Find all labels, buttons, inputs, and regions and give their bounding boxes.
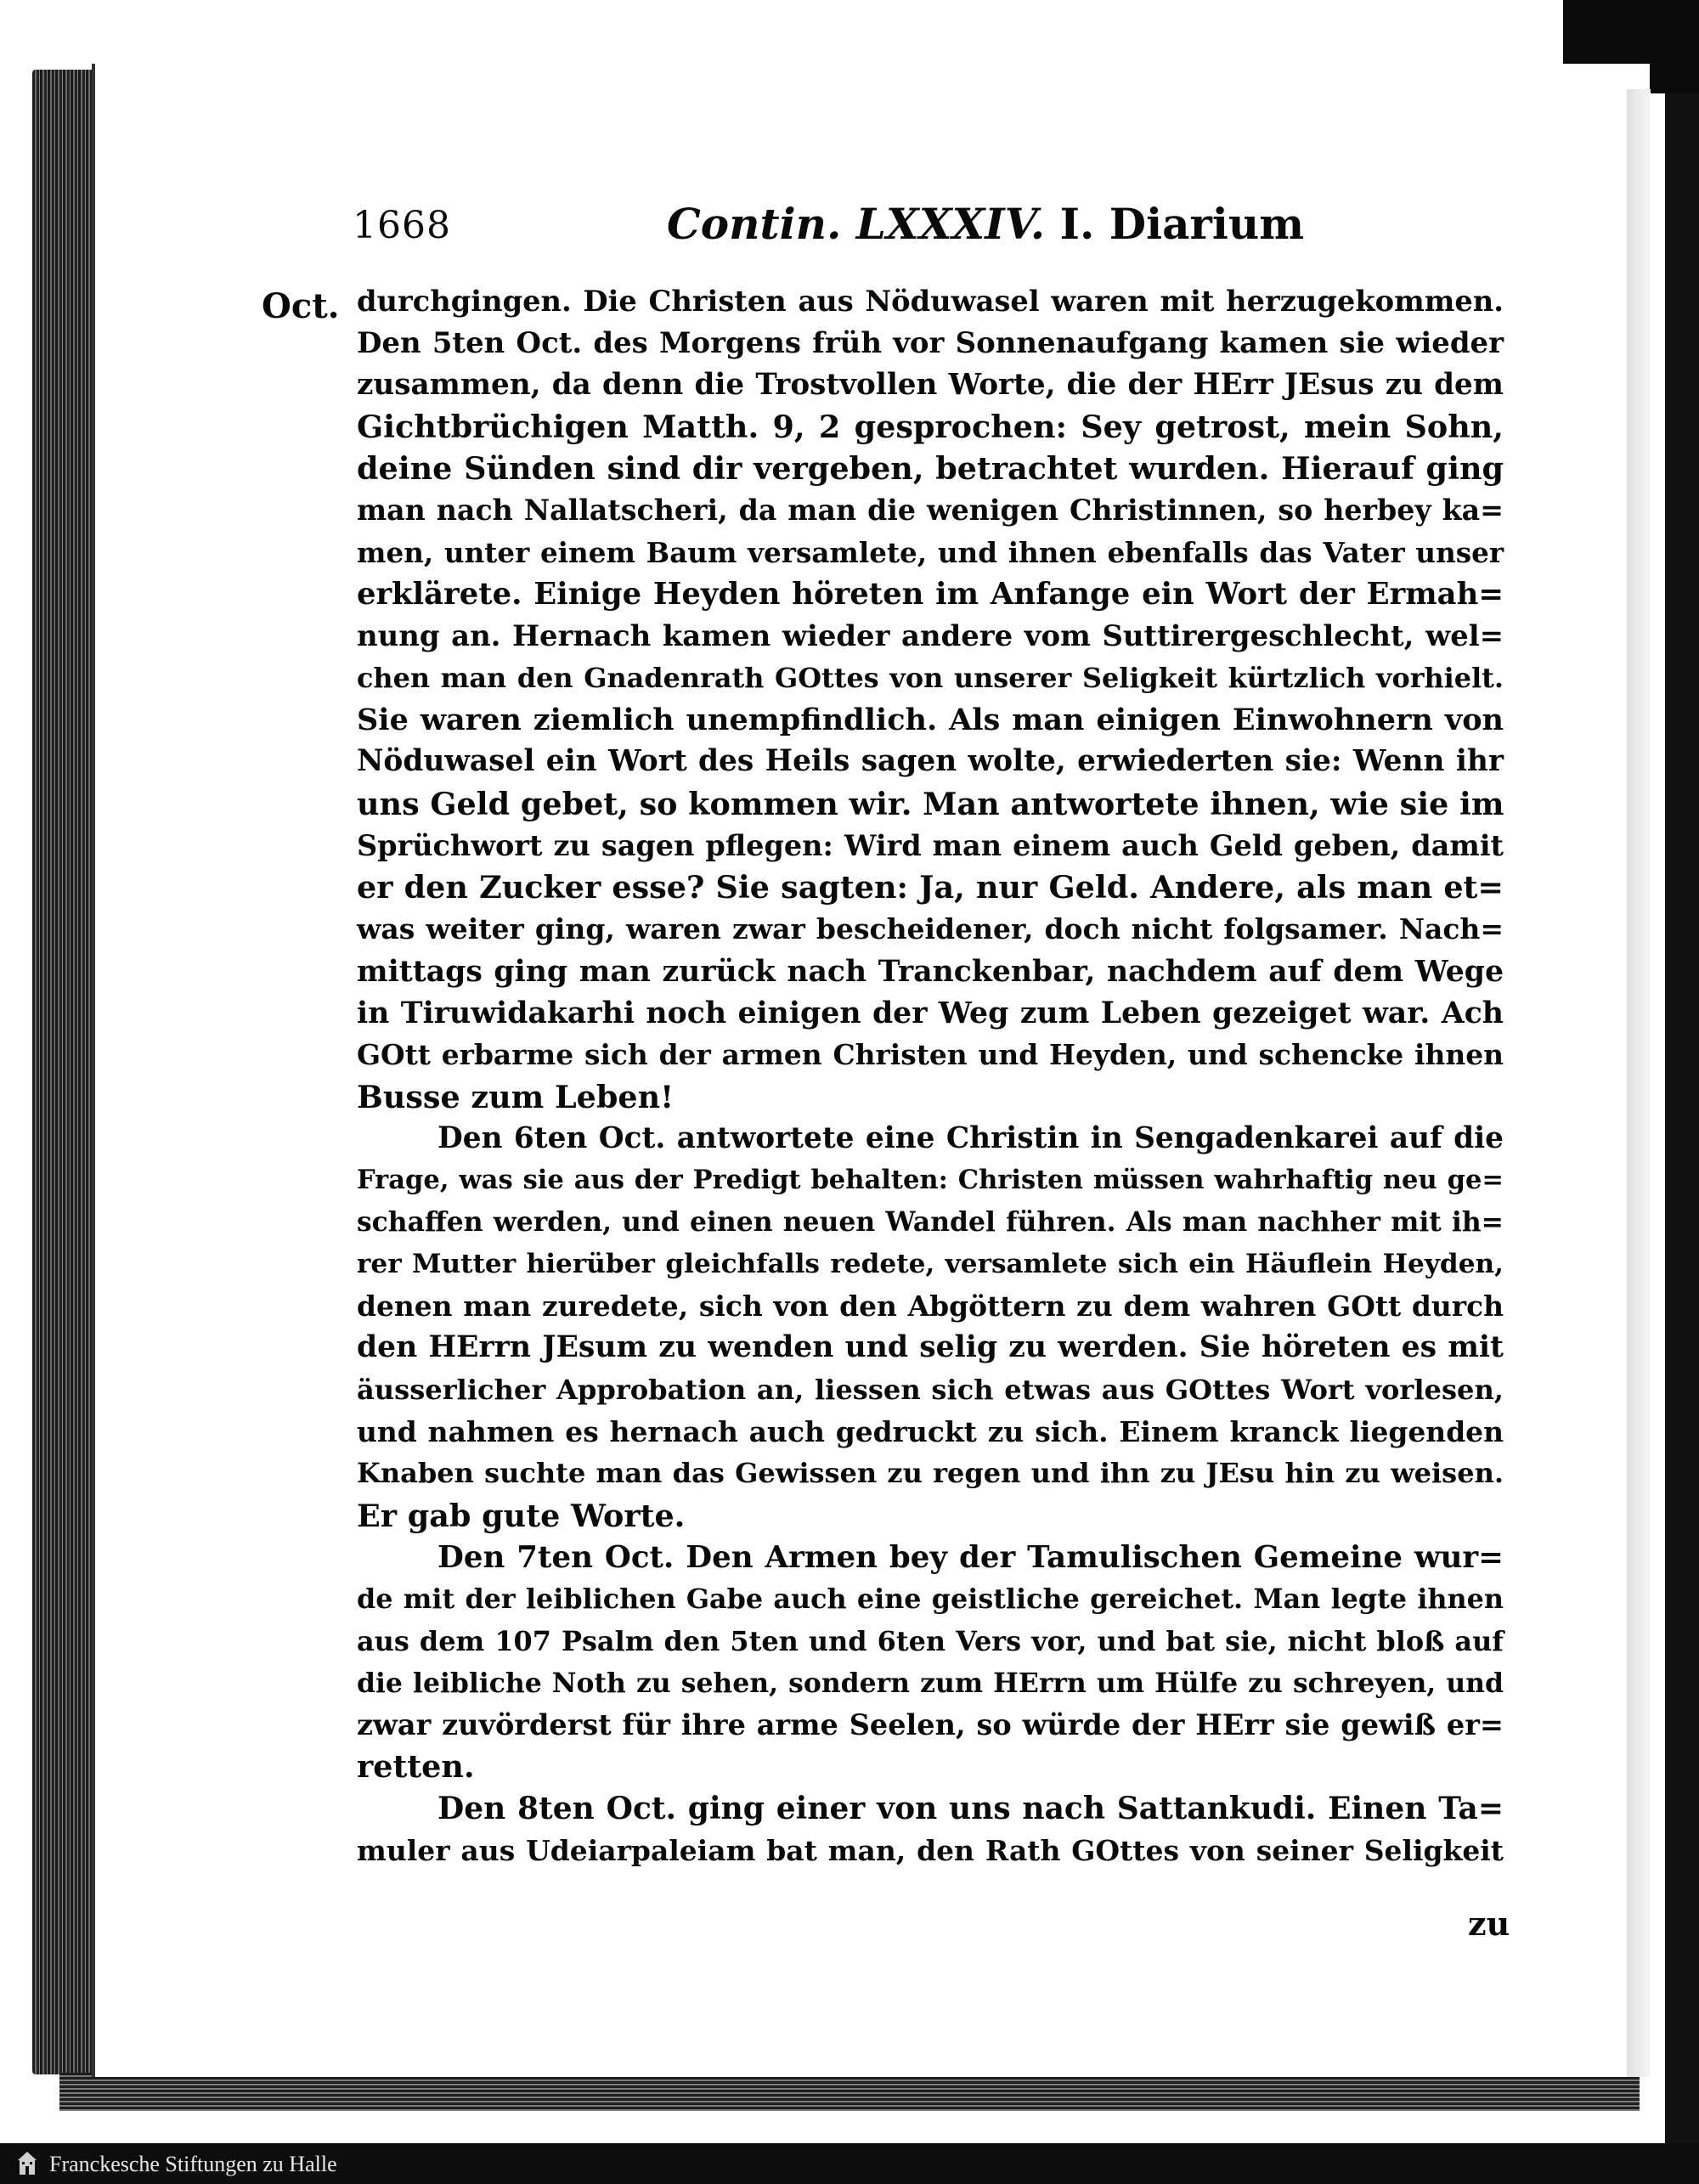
text-line: den HErrn JEsum zu wenden und selig zu werden. Sie höreten es mit bbox=[357, 1330, 1504, 1365]
text-line: nung an. Hernach kamen wieder andere vom Suttirergeschlecht, wel= bbox=[357, 618, 1504, 653]
text-line: zwar zuvörderst für ihre arme Seelen, so würde der HErr sie gewiß er= bbox=[357, 1708, 1504, 1742]
text-line: Sie waren ziemlich unempfindlich. Als man einigen Einwohnern von bbox=[357, 702, 1504, 737]
text-line: die leibliche Noth zu sehen, sondern zum HErrn um Hülfe zu schreyen, und bbox=[357, 1667, 1504, 1699]
text-line: deine Sünden sind dir vergeben, betrachtet wurden. Hierauf ging bbox=[357, 450, 1504, 488]
institution-logo-icon bbox=[12, 2148, 42, 2179]
text-line: er den Zucker esse? Sie sagten: Ja, nur Geld. Andere, als man et= bbox=[357, 869, 1504, 906]
text-line: GOtt erbarme sich der armen Christen und Heyden, und schencke ihnen bbox=[357, 1038, 1504, 1072]
text-line: in Tiruwidakarhi noch einigen der Weg zum Leben gezeiget war. Ach bbox=[357, 996, 1504, 1031]
text-line: was weiter ging, waren zwar bescheidener, doch nicht folgsamer. Nach= bbox=[357, 912, 1504, 946]
text-line: schaffen werden, und einen neuen Wandel führen. Als man nachher mit ih= bbox=[357, 1206, 1504, 1238]
text-line: Den 5ten Oct. des Morgens früh vor Sonnenaufgang kamen sie wieder bbox=[357, 325, 1504, 360]
text-line: aus dem 107 Psalm den 5ten und 6ten Vers vor, und bat sie, nicht bloß auf bbox=[357, 1624, 1504, 1657]
text-line: erklärete. Einige Heyden höreten im Anfange ein Wort der Ermah= bbox=[357, 577, 1504, 612]
page-number: 1668 bbox=[353, 204, 451, 247]
footer-bar bbox=[0, 2143, 1699, 2184]
margin-note-month: Oct. bbox=[262, 286, 340, 326]
text-line: muler aus Udeiarpaleiam bat man, den Rath GOttes von seiner Seligkeit bbox=[357, 1833, 1504, 1867]
text-line: uns Geld gebet, so kommen wir. Man antwortete ihnen, wie sie im bbox=[357, 785, 1504, 822]
running-title-roman: I. Diarium bbox=[1059, 199, 1305, 249]
text-line: rer Mutter hierüber gleichfalls redete, versamlete sich ein Häuflein Heyden, bbox=[357, 1248, 1504, 1279]
text-line: Den 8ten Oct. ging einer von uns nach Sattankudi. Einen Ta= bbox=[437, 1790, 1504, 1826]
text-line: Frage, was sie aus der Predigt behalten: Christen müssen wahrhaftig neu ge= bbox=[357, 1165, 1504, 1196]
text-line: Busse zum Leben! bbox=[357, 1078, 675, 1115]
text-line: Knaben suchte man das Gewissen zu regen und ihn zu JEsu hin zu weisen. bbox=[357, 1457, 1504, 1490]
text-line: Den 7ten Oct. Den Armen bey der Tamulischen Gemeine wur= bbox=[437, 1539, 1504, 1575]
page-header bbox=[353, 194, 1305, 253]
running-title-italic: Contin. LXXXIV. bbox=[667, 199, 1046, 249]
body-text bbox=[357, 280, 1504, 1871]
scanner-background-right bbox=[1665, 93, 1699, 2149]
text-line: durchgingen. Die Christen aus Nöduwasel waren mit herzugekommen. bbox=[357, 284, 1504, 318]
text-line: mittags ging man zurück nach Tranckenbar, nachdem auf dem Wege bbox=[357, 953, 1504, 989]
text-line: Er gab gute Worte. bbox=[357, 1497, 686, 1534]
text-line: Den 6ten Oct. antwortete eine Christin in Sengadenkarei auf die bbox=[437, 1120, 1504, 1155]
text-line: äusserlicher Approbation an, liessen sich etwas aus GOttes Wort vorlesen, bbox=[357, 1373, 1504, 1406]
footer-institution-name: Franckesche Stiftungen zu Halle bbox=[49, 2152, 337, 2176]
book-page-edges bbox=[32, 70, 100, 2074]
text-line: Gichtbrüchigen Matth. 9, 2 gesprochen: Sey getrost, mein Sohn, bbox=[357, 408, 1504, 445]
text-line: chen man den Gnadenrath GOttes von unserer Seligkeit kürtzlich vorhielt. bbox=[357, 661, 1504, 694]
text-line: zusammen, da denn die Trostvollen Worte, die der HErr JEsus zu dem bbox=[357, 367, 1504, 402]
text-line: Nöduwasel ein Wort des Heils sagen wolte, erwiederten sie: Wenn ihr bbox=[357, 744, 1504, 779]
text-line: man nach Nallatscheri, da man die wenigen Christinnen, so herbey ka= bbox=[357, 494, 1504, 528]
text-line: und nahmen es hernach auch gedruckt zu sich. Einem kranck liegenden bbox=[357, 1415, 1504, 1449]
book-page-edges-bottom bbox=[59, 2073, 1640, 2111]
text-line: men, unter einem Baum versamlete, und ihnen ebenfalls das Vater unser bbox=[357, 535, 1504, 569]
page-right-shadow bbox=[1627, 89, 1651, 2077]
catchword: zu bbox=[1468, 1905, 1510, 1943]
running-title bbox=[667, 199, 1304, 249]
text-line: de mit der leiblichen Gabe auch eine geistliche gereichet. Man legte ihnen bbox=[357, 1583, 1504, 1616]
text-line: denen man zuredete, sich von den Abgöttern zu dem wahren GOtt durch bbox=[357, 1290, 1504, 1323]
text-line: Sprüchwort zu sagen pflegen: Wird man einem auch Geld geben, damit bbox=[357, 828, 1504, 862]
text-line: retten. bbox=[357, 1748, 475, 1786]
